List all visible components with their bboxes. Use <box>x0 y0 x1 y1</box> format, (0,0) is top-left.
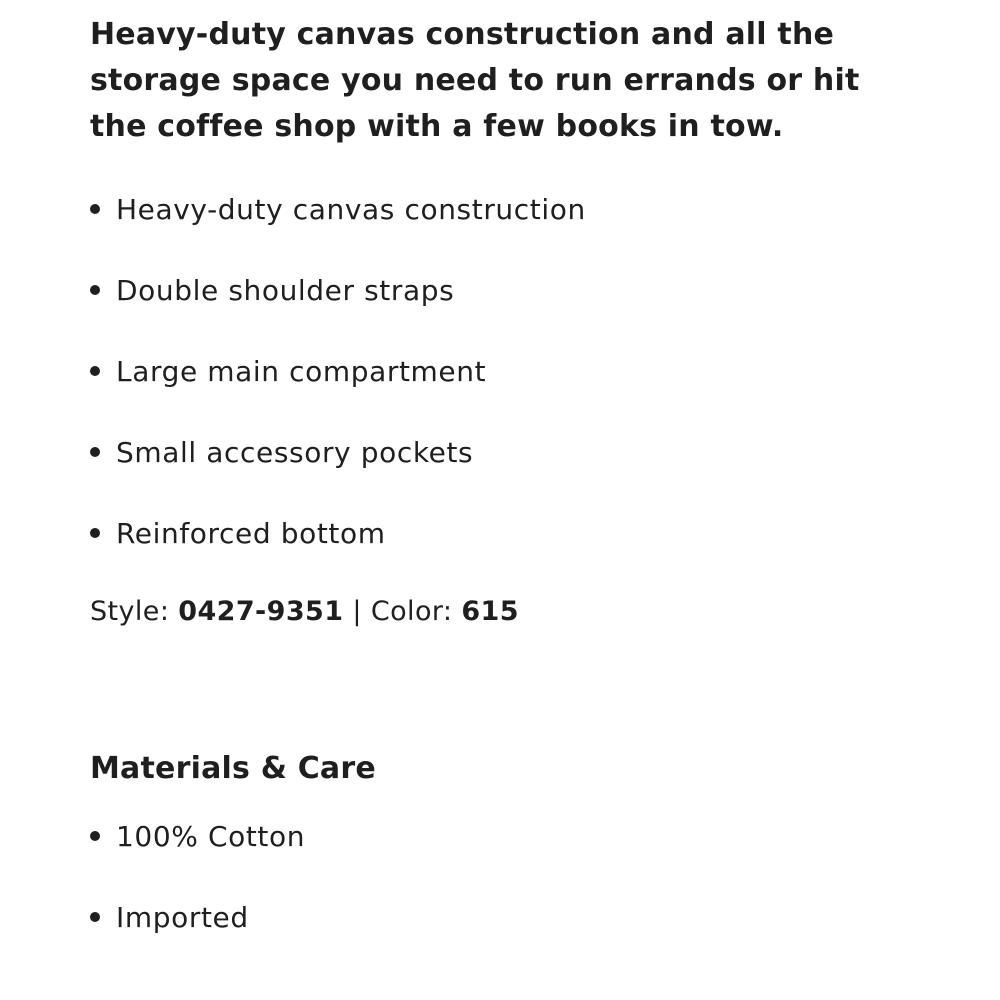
feature-item-label: Double shoulder straps <box>116 274 455 307</box>
bullet-icon <box>90 912 100 922</box>
feature-item-label: Reinforced bottom <box>116 517 386 550</box>
feature-item-label: Heavy-duty canvas construction <box>116 193 586 226</box>
feature-item <box>90 352 486 392</box>
materials-item-label: 100% Cotton <box>116 820 306 853</box>
feature-item <box>90 433 473 473</box>
bullet-icon <box>90 447 100 457</box>
bullet-icon <box>90 366 100 376</box>
feature-item-label: Small accessory pockets <box>116 436 474 469</box>
bullet-icon <box>90 204 100 214</box>
bullet-icon <box>90 528 100 538</box>
color-value: 615 <box>461 596 519 627</box>
bullet-icon <box>90 831 100 841</box>
materials-item-label: Imported <box>116 901 249 934</box>
feature-item <box>90 271 454 311</box>
style-value: 0427-9351 <box>178 596 344 627</box>
style-label: Style: <box>90 596 179 627</box>
feature-item-label: Large main compartment <box>116 355 487 388</box>
product-intro-text: Heavy-duty canvas construction and all the storage space you need to run errands or hit the coffee shop with a few books in tow. <box>90 17 860 144</box>
feature-item <box>90 514 386 554</box>
materials-item <box>90 817 305 857</box>
style-color-line <box>90 592 519 632</box>
materials-care-heading: Materials & Care <box>90 751 376 786</box>
feature-item <box>90 190 586 230</box>
meta-separator: | <box>343 596 371 627</box>
bullet-icon <box>90 285 100 295</box>
color-label: Color: <box>370 596 462 627</box>
materials-item <box>90 898 249 938</box>
